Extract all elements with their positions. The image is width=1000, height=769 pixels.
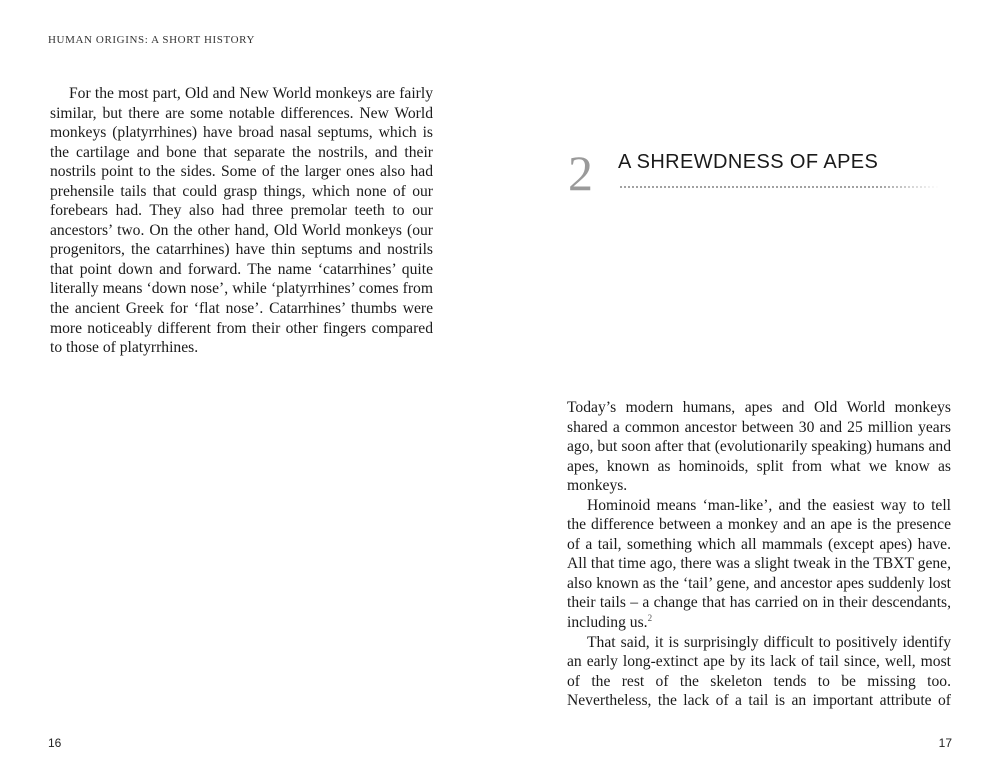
page-number: 16 [48, 736, 62, 750]
paragraph: Today’s modern humans, apes and Old World monkeys shared a common ancestor between 30 and 25 million years ago, but soon after that (evolutionarily speaking) humans and apes, known as hominoids, split from what we know as monkeys. [567, 399, 951, 495]
paragraph: For the most part, Old and New World monkeys are fairly similar, but there are some notable differences. New World monkeys (platyrrhines) have broad nasal septums, which is the cartilage and bone that separate the nostrils, and their nostrils point to the sides. Some of the larger ones also had prehensile tails that could grasp things, which none of our forebears had. They also had three premolar teeth to our ancestors’ two. On the other hand, Old World monkeys (our progenitors, the catarrhines) have thin septums and nostrils that point down and forward. The name ‘catarrhines’ quite literally means ‘down nose’, while ‘platyrrhines’ comes from the ancient Greek for ‘flat nose’. Catarrhines’ thumbs were more noticeably different from their other fingers compared to those of platyrrhines. [50, 85, 433, 357]
chapter-title-dotted-rule [619, 186, 939, 188]
chapter-title: A SHREWDNESS OF APES [618, 151, 879, 173]
paragraph-text: Hominoid means ‘man-like’, and the easiest way to tell the difference between a monkey and an ape is the presence of a tail, something which all mammals (except apes) have. All that time ago, there was a slight tweak in the TBXT gene, also known as the ‘tail’ gene, and ancestor apes suddenly lost their tails – a change that has carried on in their descendants, including us. [567, 496, 951, 632]
chapter-number: 2 [568, 145, 593, 201]
page-number: 17 [938, 736, 952, 750]
running-head: HUMAN ORIGINS: A SHORT HISTORY [48, 34, 256, 46]
footnote-reference[interactable]: 2 [647, 612, 653, 623]
right-page [500, 0, 1000, 769]
paragraph [567, 496, 951, 633]
left-body-text [50, 84, 433, 358]
right-body-text [567, 398, 951, 711]
paragraph: That said, it is surprisingly difficult to positively identify an early long-extinct ape by its lack of tail since, well, most of the rest of the skeleton tends to be missing too. Nevertheless, the lack of a tail is an important attribute of [567, 633, 951, 710]
